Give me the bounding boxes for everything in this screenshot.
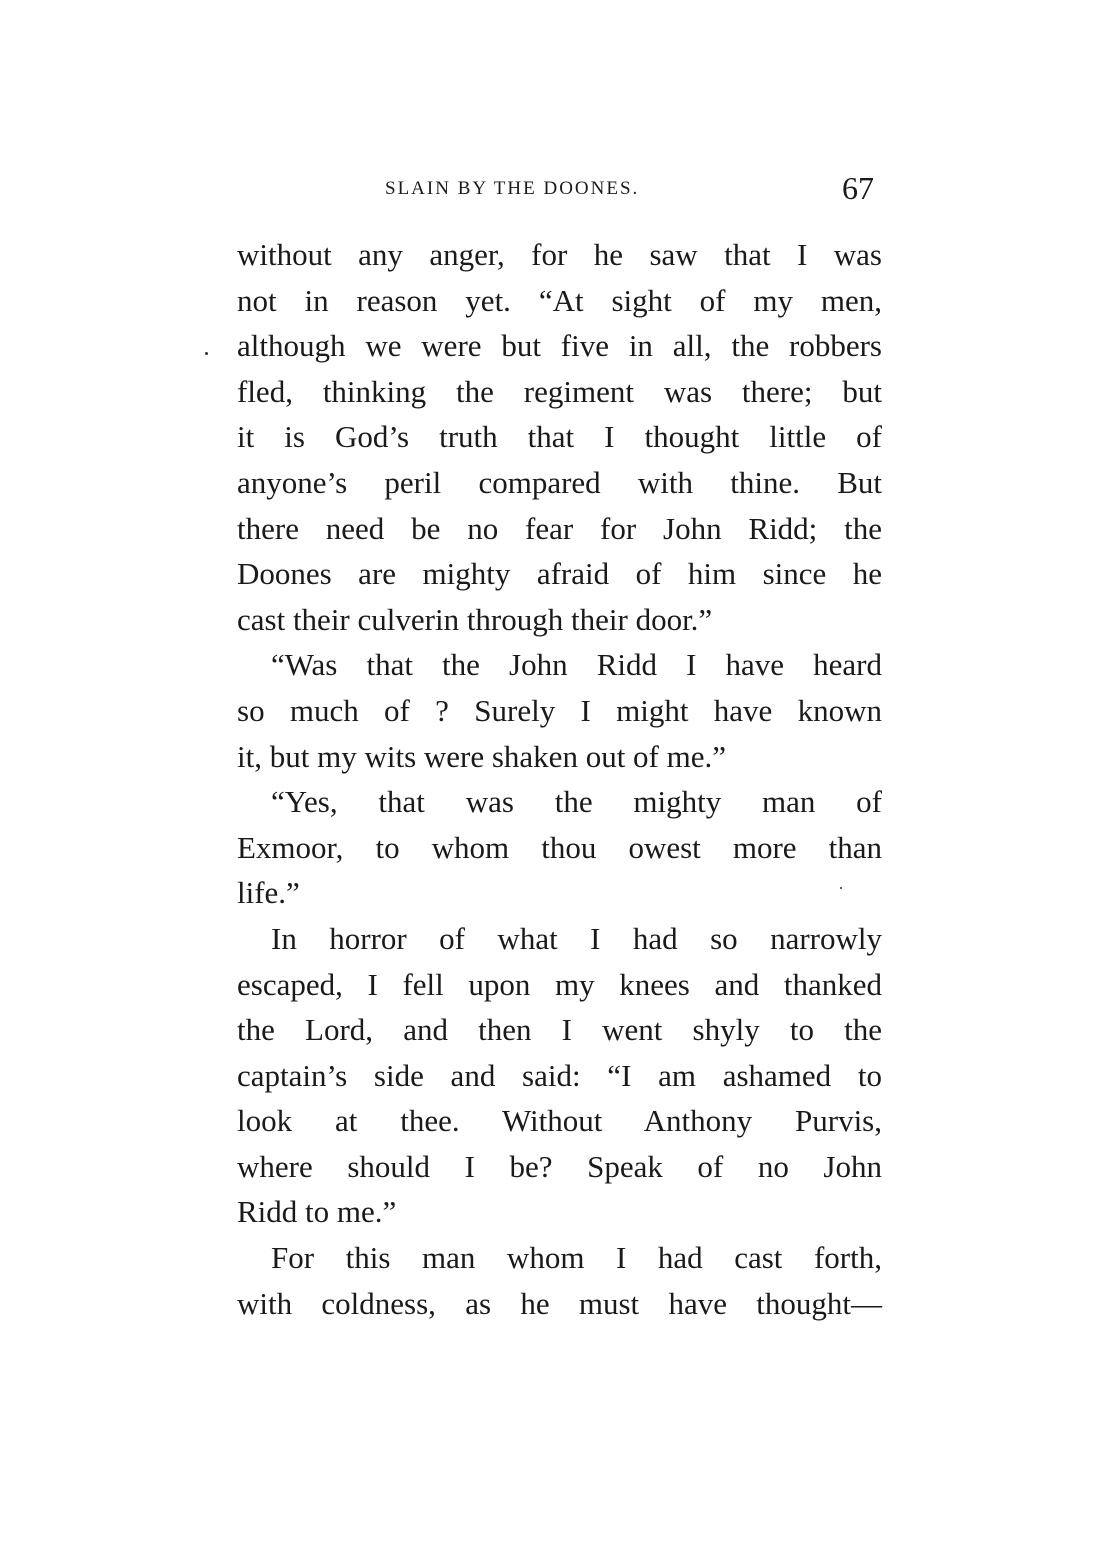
- text-line: anyone’s peril compared with thine. But: [237, 464, 882, 500]
- running-title: SLAIN BY THE DOONES.: [385, 178, 640, 199]
- print-speck: [205, 352, 208, 355]
- text-line: where should I be? Speak of no John: [237, 1148, 882, 1184]
- text-line: cast their culverin through their door.”: [237, 601, 713, 637]
- print-speck: [840, 887, 842, 889]
- text-line: escaped, I fell upon my knees and thanked: [237, 966, 882, 1002]
- text-line: captain’s side and said: “I am ashamed to: [237, 1057, 882, 1093]
- body-text: [237, 232, 882, 1326]
- text-line: “Yes, that was the mighty man of: [271, 784, 882, 820]
- text-line: it is God’s truth that I thought little of: [237, 419, 882, 455]
- text-line: without any anger, for he saw that I was: [237, 237, 882, 272]
- text-line: life.”: [237, 875, 300, 911]
- paragraph-1: [237, 232, 882, 642]
- text-line: “Was that the John Ridd I have heard: [271, 647, 882, 683]
- running-head: [237, 170, 882, 210]
- text-line: Exmoor, to whom thou owest more than: [237, 829, 882, 865]
- paragraph-5: [237, 1235, 882, 1326]
- page-number: 67: [842, 170, 874, 206]
- text-line: there need be no fear for John Ridd; the: [237, 510, 882, 546]
- text-line: with coldness, as he must have thought—: [237, 1285, 882, 1321]
- text-line: Ridd to me.”: [237, 1194, 397, 1230]
- text-line: Doones are mighty afraid of him since he: [237, 556, 882, 592]
- text-line: although we were but five in all, the robbers: [237, 328, 882, 364]
- text-line: fled, thinking the regiment was there; but: [237, 373, 882, 409]
- paragraph-3: [237, 779, 882, 916]
- text-line: look at thee. Without Anthony Purvis,: [237, 1103, 882, 1139]
- text-line: so much of ? Surely I might have known: [237, 692, 882, 728]
- text-line: the Lord, and then I went shyly to the: [237, 1012, 882, 1048]
- paragraph-2: [237, 642, 882, 779]
- text-line: For this man whom I had cast forth,: [271, 1240, 882, 1276]
- paragraph-4: [237, 916, 882, 1235]
- text-line: In horror of what I had so narrowly: [271, 920, 882, 956]
- text-line: it, but my wits were shaken out of me.”: [237, 738, 727, 774]
- text-line: not in reason yet. “At sight of my men,: [237, 282, 882, 318]
